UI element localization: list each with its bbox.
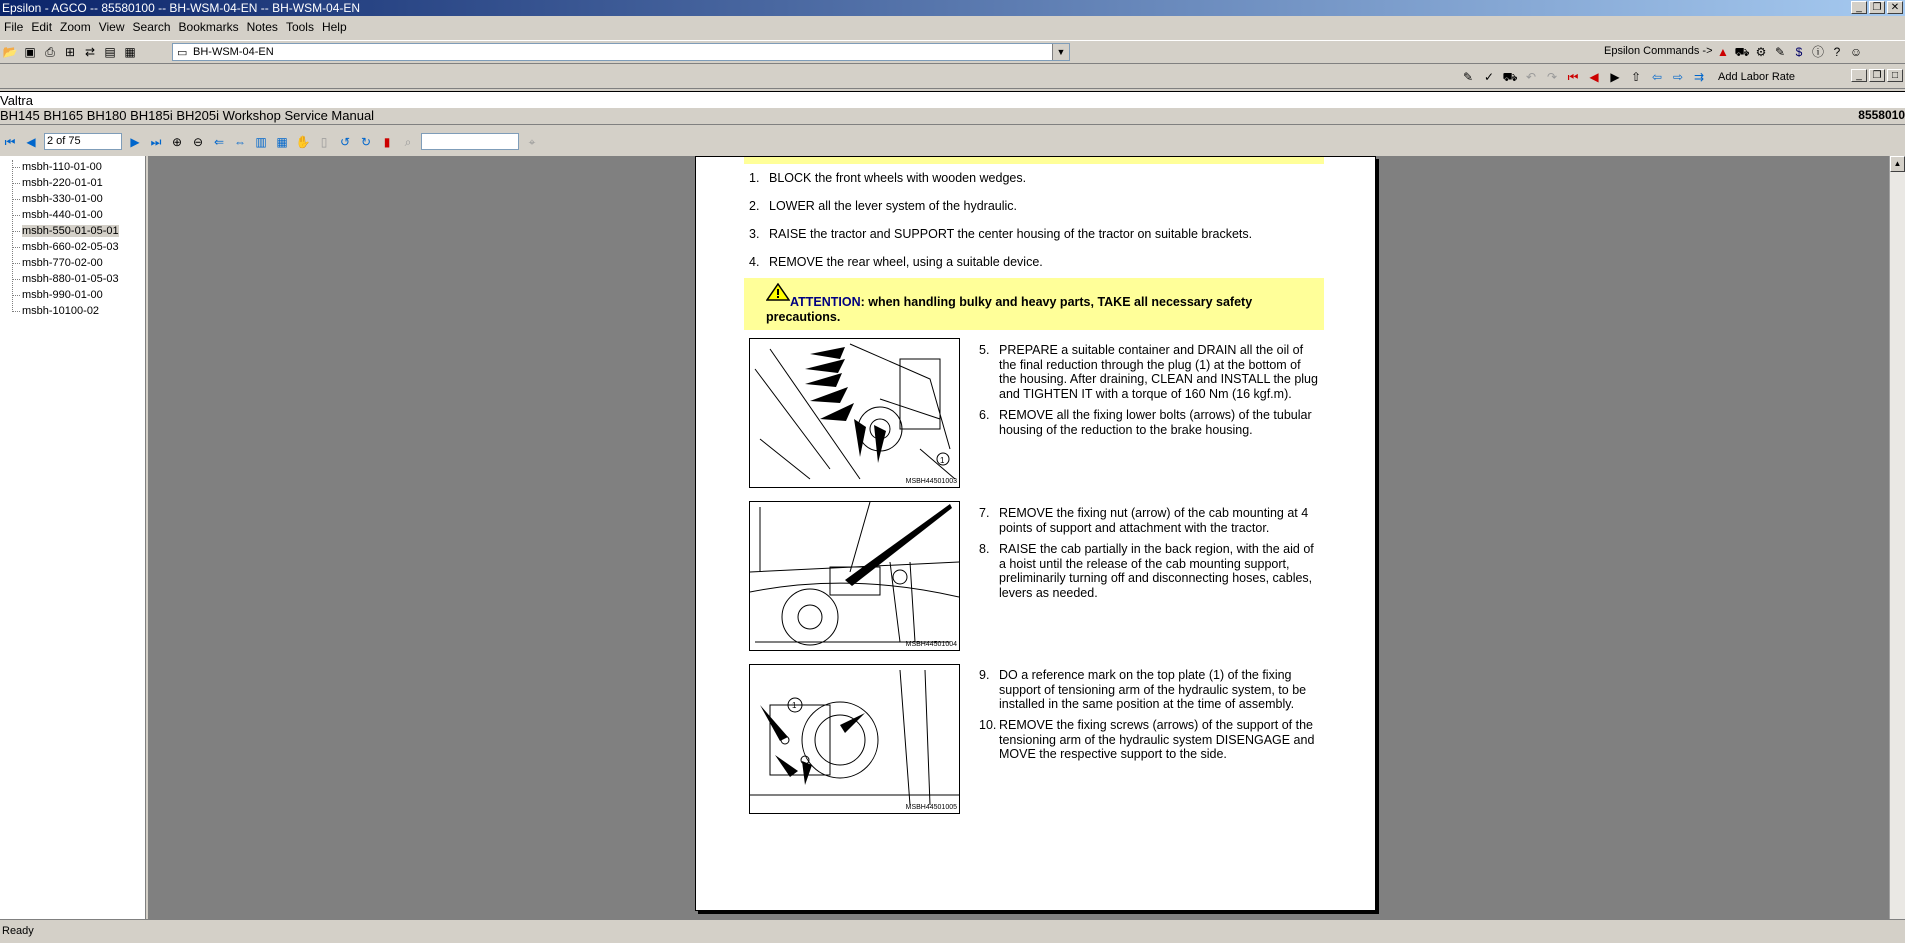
tree-item[interactable]	[0, 303, 145, 319]
inner-restore-button[interactable]: ❐	[1869, 69, 1885, 82]
tree-item-label: msbh-330-01-00	[22, 193, 103, 205]
figure-illustration	[750, 502, 959, 650]
parts-icon[interactable]: ⚙	[1755, 45, 1767, 59]
document-header	[0, 91, 1905, 125]
attention-box	[744, 278, 1324, 330]
brand-name: Valtra	[0, 93, 33, 108]
first-page-icon[interactable]: ⏮	[4, 134, 16, 149]
tree-item[interactable]	[0, 207, 145, 223]
page-number-input[interactable]: 2 of 75	[44, 133, 122, 150]
tree-item-label: msbh-550-01-05-01	[22, 225, 119, 237]
up-icon[interactable]: ⇧	[1630, 70, 1642, 84]
tractor-icon[interactable]: ⛟	[1734, 45, 1750, 59]
document-page: 1. BLOCK the front wheels with wooden wedges. 2. LOWER all the lever system of the hydraulic. 3. RAISE the tractor and SUPPORT the center housing of the tractor on suitable brackets. 4. REMOVE the rear wheel, using a suitable device. ATTENTION: when handling bulky and heavy parts, TAKE all necessary safety precautions. 1 MSBH44501003 5. PREPARE a suitable container and DRAIN all the oil of the final reduction through the plug (1) at the bottom of the housing. After draining, CLEAN and INSTALL the plug and TIGHTEN IT with a torque of 160 Nm (16 kgf.m). 6. REMOVE all the fixing lower bolts (arrows) of the tubular housing of the reduction to the brake housing. MSBH44501004 7. REMOVE the fixing nut (arrow) of the cab mounting at 4 points of support and attachment with the tractor. 8. RAISE the cab partially in the back region, with the aid of a hoist until the release of the cab mounting support, preliminarily turning off and disconnecting hoses, cables, levers as needed. 1 MSBH44501005 9. DO a reference mark on the top plate (1) of the fixing support of tensioning arm of the hydraulic system, to be installed in the same position at the time of assembly. 10. REMOVE the fixing screws (arrows) of the support of the tensioning arm of the hydraulic system DISENGAGE and MOVE the respective support to the side.	[695, 156, 1376, 911]
tree-item[interactable]	[0, 159, 145, 175]
tree-item-label: msbh-440-01-00	[22, 209, 103, 221]
attention-label: ATTENTION	[790, 295, 861, 309]
highlight-strip	[744, 157, 1324, 164]
last-page-icon[interactable]: ⏭	[150, 134, 162, 149]
dollar-icon[interactable]: $	[1795, 45, 1803, 59]
chevron-down-icon[interactable]: ▼	[1052, 44, 1069, 60]
figure-illustration	[750, 665, 959, 813]
figure-tensioning-arm	[749, 664, 960, 814]
tree-item-label: msbh-990-01-00	[22, 289, 103, 301]
zoom-out-icon[interactable]: ⊖	[192, 134, 204, 149]
menu-view[interactable]: View	[98, 20, 125, 34]
tree-item-label: msbh-770-02-00	[22, 257, 103, 269]
document-viewer[interactable]	[148, 156, 1889, 919]
minimize-button[interactable]: _	[1851, 1, 1867, 14]
info-icon[interactable]: ⓘ	[1811, 45, 1824, 59]
figure-code: MSBH44501004	[905, 641, 957, 648]
manual-title-bar	[0, 108, 1905, 124]
document-combo[interactable]	[172, 43, 1070, 61]
figure-code: MSBH44501003	[905, 478, 957, 485]
secondary-toolbar	[0, 65, 1905, 89]
figure-illustration	[750, 339, 959, 487]
close-button[interactable]: ✕	[1887, 1, 1903, 14]
open-folder-icon[interactable]: 📂	[2, 45, 18, 59]
cart-icon[interactable]: ⛟	[1502, 70, 1518, 84]
menu-bar	[0, 17, 1905, 37]
tree-item-selected[interactable]	[0, 223, 145, 239]
find-input[interactable]	[421, 133, 519, 150]
find-icon[interactable]: ⌕	[404, 134, 412, 149]
tree-item[interactable]	[0, 191, 145, 207]
first-icon[interactable]: ⏮	[1567, 70, 1579, 84]
window-title: Epsilon - AGCO -- 85580100 -- BH-WSM-04-EN -- BH-WSM-04-EN	[2, 1, 361, 15]
menu-zoom[interactable]: Zoom	[60, 20, 91, 34]
bookmark-icon[interactable]: ▮	[383, 134, 391, 149]
menu-edit[interactable]: Edit	[31, 20, 53, 34]
svg-text:1: 1	[792, 701, 797, 710]
attention-text	[766, 295, 1286, 325]
network-icon[interactable]: ⊞	[64, 45, 76, 59]
title-bar	[0, 0, 1905, 16]
next-icon[interactable]: ▶	[1610, 70, 1620, 84]
forward-history-icon[interactable]: ↷	[1546, 70, 1558, 84]
menu-notes[interactable]: Notes	[246, 20, 278, 34]
tree-item[interactable]	[0, 239, 145, 255]
check-icon[interactable]: ✓	[1483, 70, 1495, 84]
book-icon[interactable]: ▤	[104, 45, 116, 59]
next-page-icon[interactable]: ▶	[130, 134, 140, 149]
tree-item[interactable]	[0, 271, 145, 287]
status-bar	[0, 919, 1905, 943]
attention-message: : when handling bulky and heavy parts, TAKE all necessary safety precautions.	[766, 295, 1253, 324]
previous-icon[interactable]: ◀	[1589, 70, 1599, 84]
restore-button[interactable]: ❐	[1869, 1, 1885, 14]
user-icon[interactable]: ☺	[1849, 45, 1863, 59]
note-icon[interactable]: ✎	[1462, 70, 1474, 84]
sync-icon[interactable]: ⇄	[84, 45, 96, 59]
fit-width-icon[interactable]: ▯	[320, 134, 328, 149]
right-arrow-icon[interactable]: ⇨	[1672, 70, 1684, 84]
manual-number: 8558010	[1858, 108, 1905, 122]
scroll-up-icon[interactable]: ▲	[1890, 156, 1905, 172]
fast-forward-icon[interactable]: ⇉	[1693, 70, 1705, 84]
tree-item[interactable]	[0, 287, 145, 303]
svg-text:1: 1	[940, 456, 945, 465]
inner-maximize-button[interactable]: □	[1887, 69, 1903, 82]
save-icon[interactable]: ▣	[24, 45, 36, 59]
tree-item[interactable]	[0, 255, 145, 271]
tree-item-label: msbh-220-01-01	[22, 177, 103, 189]
status-text: Ready	[2, 925, 34, 937]
rotate-right-icon[interactable]: ↻	[360, 134, 372, 149]
tree-item[interactable]	[0, 175, 145, 191]
find-next-icon[interactable]: ⌖	[528, 134, 536, 149]
single-page-icon[interactable]: ▥	[255, 134, 267, 149]
previous-page-icon[interactable]: ◀	[26, 134, 36, 149]
zoom-in-icon[interactable]: ⊕	[171, 134, 183, 149]
tree-item-label: msbh-110-01-00	[22, 161, 102, 173]
inner-minimize-button[interactable]: _	[1851, 69, 1867, 82]
warning-icon[interactable]: ▲	[1717, 45, 1729, 59]
rotate-left-icon[interactable]: ↺	[339, 134, 351, 149]
tree-item-label: msbh-880-01-05-03	[22, 273, 119, 285]
tree-item-label: msbh-660-02-05-03	[22, 241, 119, 253]
clipboard-icon[interactable]: ▦	[124, 45, 136, 59]
menu-tools[interactable]: Tools	[285, 20, 314, 34]
menu-search[interactable]: Search	[132, 20, 171, 34]
forward-icon[interactable]: ⇔	[234, 134, 246, 149]
vertical-scrollbar[interactable]	[1889, 156, 1905, 919]
left-arrow-icon[interactable]: ⇦	[1651, 70, 1663, 84]
add-labor-rate-button[interactable]: Add Labor Rate	[1718, 71, 1796, 83]
menu-bookmarks[interactable]: Bookmarks	[178, 20, 239, 34]
document-tree	[0, 156, 146, 919]
viewer-toolbar	[0, 128, 1905, 154]
figure-cab-mounting	[749, 501, 960, 651]
hand-tool-icon[interactable]: ✋	[295, 134, 311, 149]
help-icon[interactable]: ?	[1833, 45, 1841, 59]
multi-page-icon[interactable]: ▦	[276, 134, 288, 149]
manual-title: BH145 BH165 BH180 BH185i BH205i Workshop Service Manual	[0, 108, 375, 123]
print-icon[interactable]: ⎙	[45, 45, 55, 59]
wrench-icon[interactable]: ✎	[1774, 45, 1786, 59]
document-combo-value: BH-WSM-04-EN	[193, 46, 274, 58]
tree-item-label: msbh-10100-02	[22, 305, 100, 317]
menu-help[interactable]: Help	[321, 20, 347, 34]
document-icon: ▭	[177, 47, 188, 59]
back-history-icon[interactable]: ↶	[1525, 70, 1537, 84]
figure-code: MSBH44501005	[905, 804, 957, 811]
main-toolbar	[0, 40, 1905, 64]
figure-final-reduction	[749, 338, 960, 488]
back-icon[interactable]: ⇐	[213, 134, 225, 149]
menu-file[interactable]: File	[4, 20, 24, 34]
epsilon-commands-label: Epsilon Commands ->	[1604, 45, 1713, 57]
